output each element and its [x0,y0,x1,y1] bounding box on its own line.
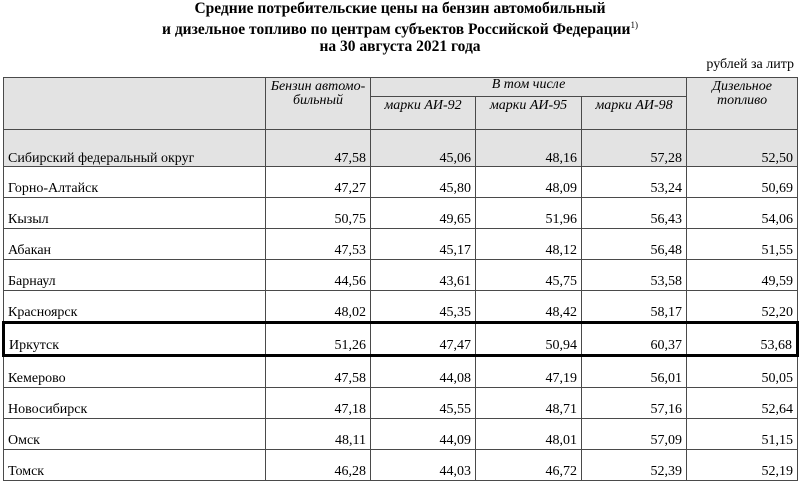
price-ai98: 60,37 [582,323,687,356]
price-gasoline: 50,75 [266,198,371,229]
price-ai92: 47,47 [371,323,476,356]
city-name: Новосибирск [4,388,266,419]
price-diesel: 51,15 [687,419,798,450]
price-ai92: 49,65 [371,198,476,229]
header-ai95: марки АИ-95 [476,97,582,130]
price-gasoline: 44,56 [266,260,371,291]
price-gasoline: 51,26 [266,323,371,356]
price-ai98: 57,16 [582,388,687,419]
price-ai98: 53,24 [582,167,687,198]
price-gasoline: 47,53 [266,229,371,260]
price-ai98: 53,58 [582,260,687,291]
price-gasoline: 47,27 [266,167,371,198]
price-ai95: 45,75 [476,260,582,291]
federal-district-name: Сибирский федеральный округ [4,130,266,167]
header-diesel: Дизельное топливо [687,78,798,130]
price-ai98: 52,39 [582,450,687,481]
price-ai95: 48,12 [476,229,582,260]
price-gasoline: 47,58 [266,356,371,388]
price-diesel: 53,68 [687,323,798,356]
price-ai98: 57,09 [582,419,687,450]
table-row [4,229,798,260]
price-gasoline: 47,18 [266,388,371,419]
price-ai95: 48,71 [476,388,582,419]
city-name: Барнаул [4,260,266,291]
header-ai98: марки АИ-98 [582,97,687,130]
price-ai98: 56,01 [582,356,687,388]
price-diesel: 51,55 [687,229,798,260]
title-line-2 [0,17,800,38]
city-name: Кемерово [4,356,266,388]
title-line-2-text: и дизельное топливо по центрам субъектов Российской Федерации [162,21,631,38]
price-ai95: 48,09 [476,167,582,198]
federal-ai95: 48,16 [476,130,582,167]
price-ai95: 47,19 [476,356,582,388]
price-ai92: 44,08 [371,356,476,388]
table-row [4,419,798,450]
table-row [4,388,798,419]
price-gasoline: 48,02 [266,291,371,323]
title-line-1: Средние потребительские цены на бензин автомобильный [194,0,606,17]
price-ai98: 56,43 [582,198,687,229]
price-diesel: 49,59 [687,260,798,291]
header-gasoline: Бензин автомо-бильный [266,78,371,130]
federal-ai92: 45,06 [371,130,476,167]
federal-ai98: 57,28 [582,130,687,167]
price-ai92: 44,09 [371,419,476,450]
report-title [0,0,800,55]
price-ai92: 45,55 [371,388,476,419]
header-ai92: марки АИ-92 [371,97,476,130]
units-label: рублей за литр [706,57,794,72]
price-ai92: 45,35 [371,291,476,323]
price-diesel: 54,06 [687,198,798,229]
price-diesel: 52,20 [687,291,798,323]
table-row [4,356,798,388]
price-ai95: 51,96 [476,198,582,229]
table-row [4,291,798,323]
table-row [4,260,798,291]
price-diesel: 50,69 [687,167,798,198]
city-name: Кызыл [4,198,266,229]
table-row [4,198,798,229]
city-name: Красноярск [4,291,266,323]
price-ai92: 45,80 [371,167,476,198]
table-row-highlighted [4,323,798,356]
price-ai92: 43,61 [371,260,476,291]
city-name: Горно-Алтайск [4,167,266,198]
city-name: Томск [4,450,266,481]
price-ai95: 48,01 [476,419,582,450]
price-ai98: 58,17 [582,291,687,323]
price-ai95: 46,72 [476,450,582,481]
federal-gasoline: 47,58 [266,130,371,167]
city-name: Абакан [4,229,266,260]
federal-diesel: 52,50 [687,130,798,167]
fuel-prices-table [2,77,799,481]
price-ai92: 44,03 [371,450,476,481]
price-diesel: 50,05 [687,356,798,388]
table-row [4,450,798,481]
table-row [4,167,798,198]
city-name: Иркутск [4,323,266,356]
price-gasoline: 46,28 [266,450,371,481]
price-ai95: 48,42 [476,291,582,323]
title-line-3: на 30 августа 2021 года [319,38,481,55]
price-diesel: 52,19 [687,450,798,481]
federal-district-row [4,130,798,167]
title-footnote: 1) [630,20,638,30]
price-ai98: 56,48 [582,229,687,260]
header-including: В том числе [371,78,687,97]
header-row-1 [4,78,798,97]
price-ai92: 45,17 [371,229,476,260]
header-region [4,78,266,130]
price-diesel: 52,64 [687,388,798,419]
price-ai95: 50,94 [476,323,582,356]
price-gasoline: 48,11 [266,419,371,450]
city-name: Омск [4,419,266,450]
